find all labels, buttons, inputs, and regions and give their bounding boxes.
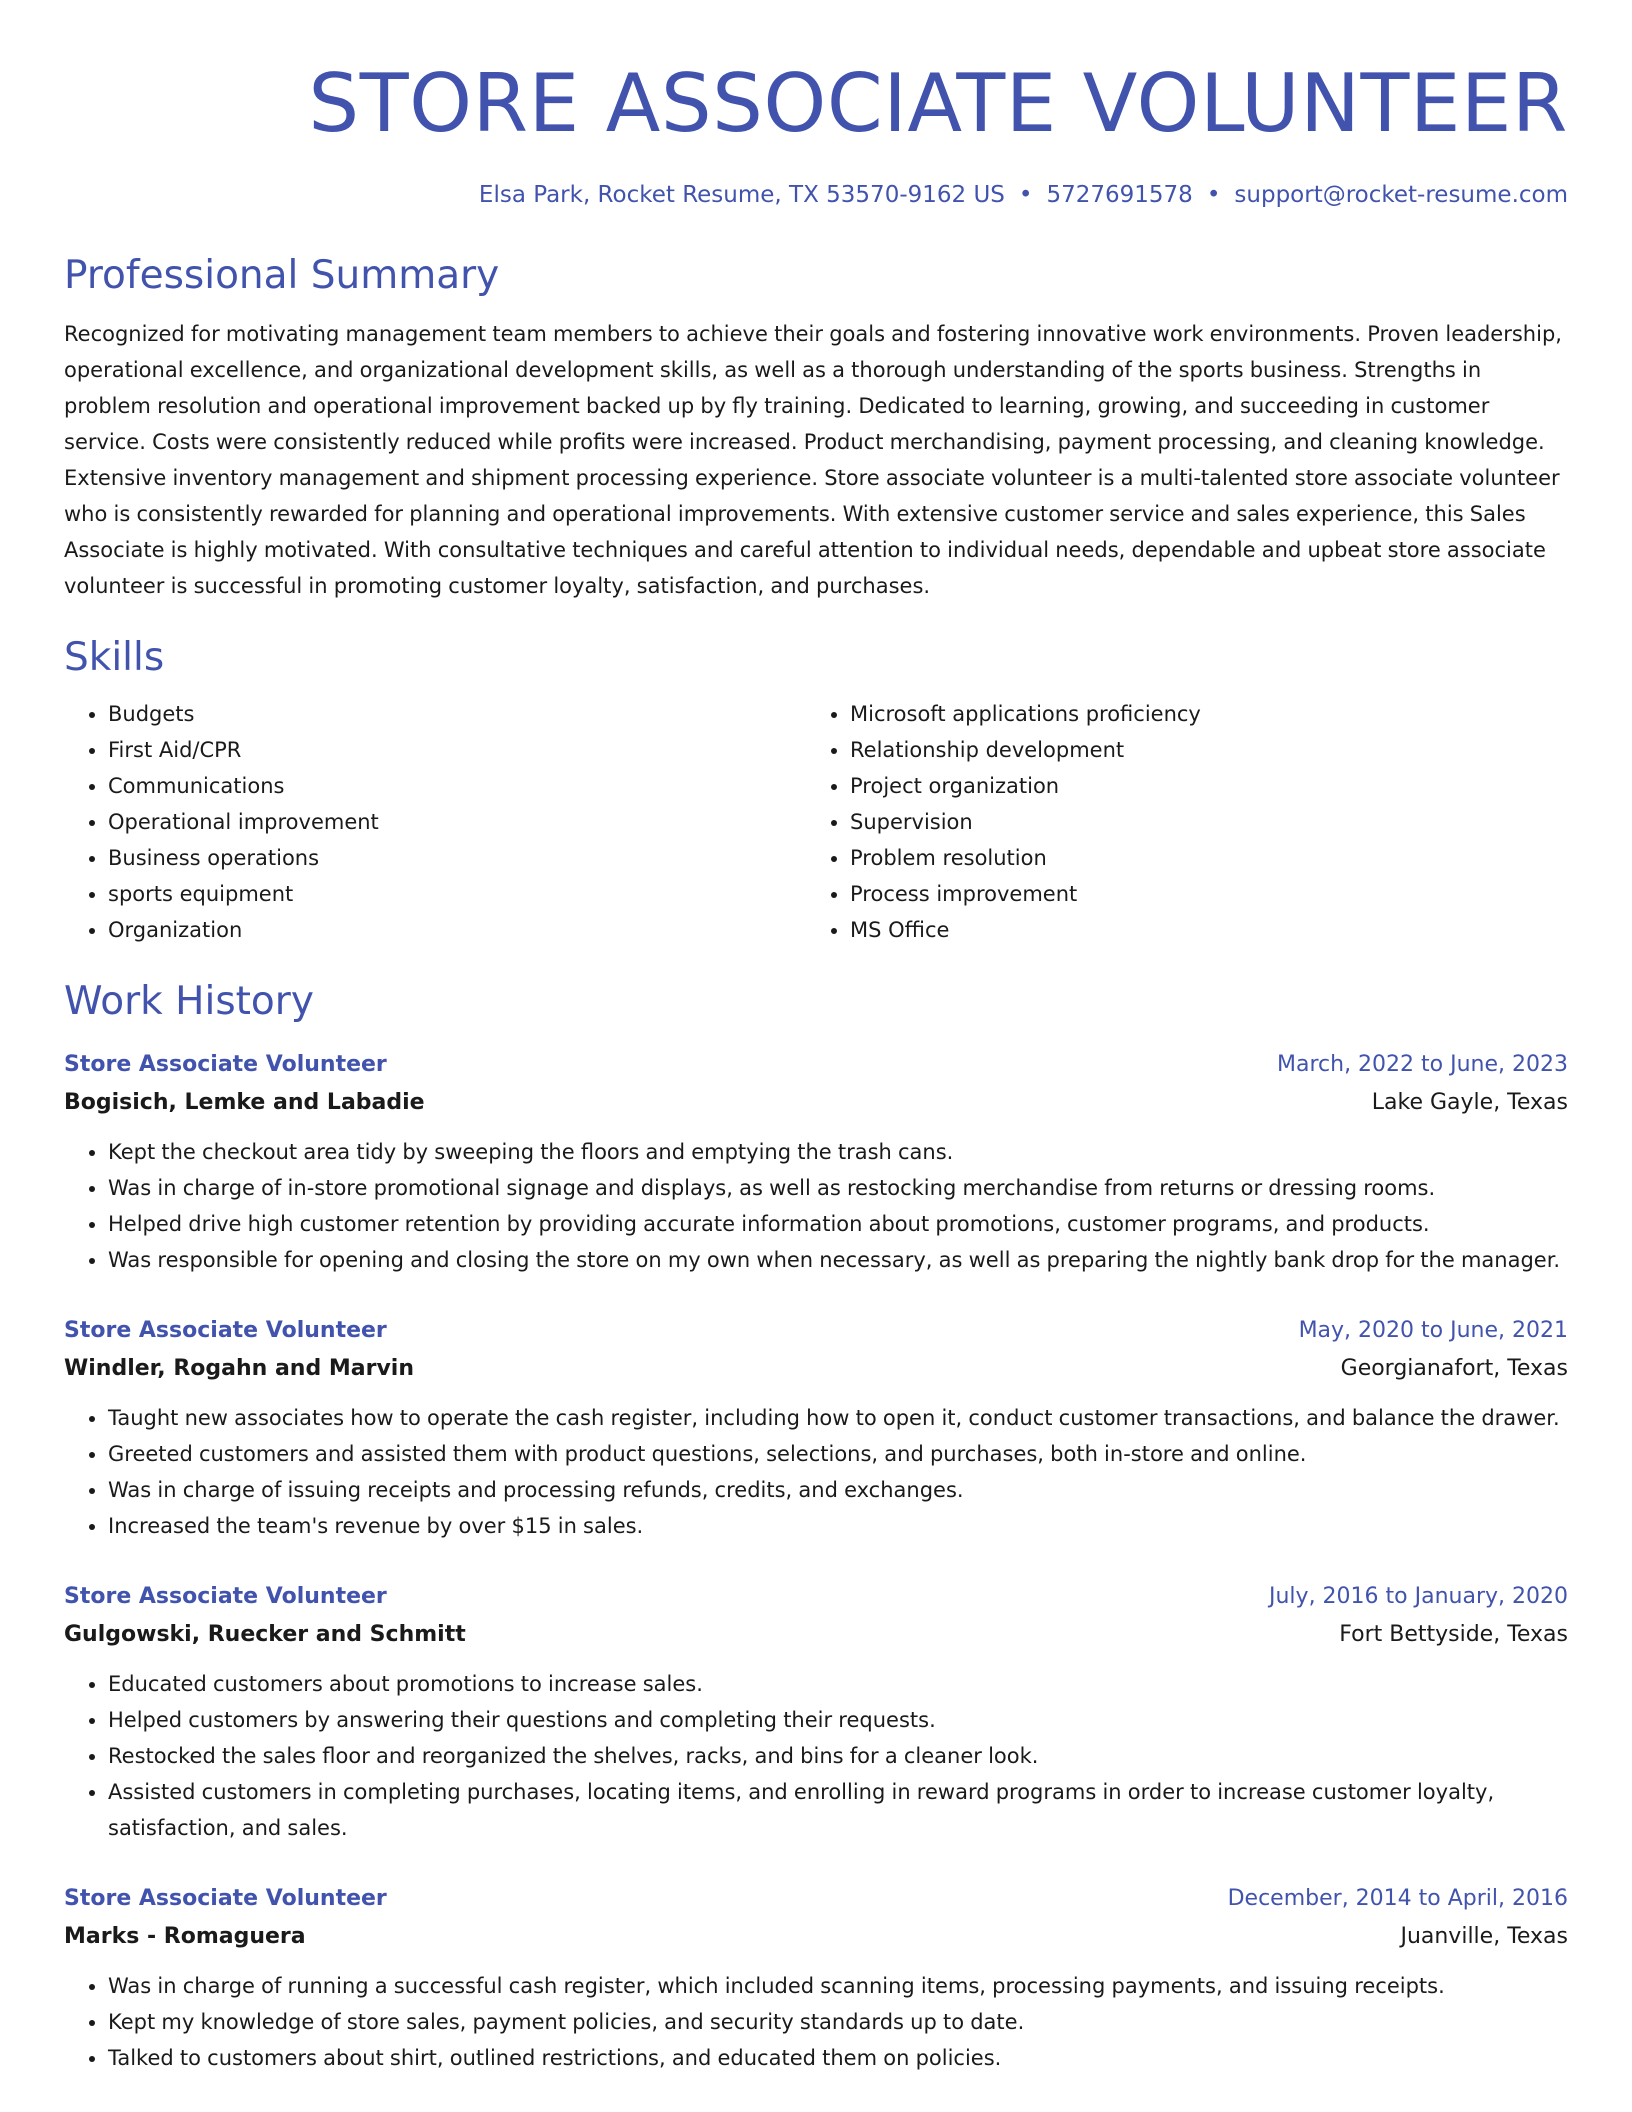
skill-item: • Supervision — [850, 804, 1548, 840]
job-company: Bogisich, Lemke and Labadie — [64, 1090, 425, 1115]
job-role: Store Associate Volunteer — [64, 1584, 387, 1609]
resume-title: STORE ASSOCIATE VOLUNTEER — [308, 57, 1568, 150]
job-bullet: • Kept my knowledge of store sales, payment policies, and security standards up to date. — [108, 2004, 1568, 2040]
job-bullet: • Talked to customers about shirt, outlined restrictions, and educated them on policies. — [108, 2040, 1568, 2076]
contact-separator: • — [1206, 182, 1221, 208]
job-bullet: • Was in charge of issuing receipts and processing refunds, credits, and exchanges. — [108, 1472, 1568, 1508]
summary-heading: Professional Summary — [64, 253, 500, 298]
job-bullets — [64, 1134, 1568, 1278]
skill-item: • Problem resolution — [850, 840, 1548, 876]
job-location: Lake Gayle, Texas — [1371, 1090, 1568, 1115]
skill-item: • Budgets — [108, 696, 806, 732]
summary-text: Recognized for motivating management team members to achieve their goals and fostering innovative work environments. Proven leadership, operational excellence, and organizational development skills, as well as a thorough understanding of the sports business. Strengths in problem resolution and operational improvement backed up by fly training. Dedicated to learning, growing, and succeeding in customer service. Costs were consistently reduced while profits were increased. Product merchandising, payment processing, and cleaning knowledge. Extensive inventory management and shipment processing experience. Store associate volunteer is a multi-talented store associate volunteer who is consistently rewarded for planning and operational improvements. With extensive customer service and sales experience, this Sales Associate is highly motivated. With consultative techniques and careful attention to individual needs, dependable and upbeat store associate volunteer is successful in promoting customer loyalty, satisfaction, and purchases. — [64, 322, 1562, 598]
resume-page — [64, 0, 1568, 2076]
job-location: Juanville, Texas — [1400, 1924, 1568, 1949]
job-company: Marks - Romaguera — [64, 1924, 306, 1949]
work-history-heading: Work History — [64, 979, 314, 1024]
job-location: Georgianafort, Texas — [1340, 1356, 1568, 1381]
job-dates: March, 2022 to June, 2023 — [1277, 1052, 1568, 1077]
contact-separator: • — [1018, 182, 1033, 208]
job-bullets — [64, 1968, 1568, 2076]
job-entry — [64, 1578, 1568, 1846]
job-bullet: • Was in charge of in-store promotional signage and displays, as well as restocking merchandise from returns or dressing rooms. — [108, 1170, 1568, 1206]
job-entry — [64, 1880, 1568, 2076]
skills-column-right — [806, 696, 1548, 948]
job-bullet: • Kept the checkout area tidy by sweeping the floors and emptying the trash cans. — [108, 1134, 1568, 1170]
job-dates: May, 2020 to June, 2021 — [1298, 1318, 1568, 1343]
job-bullet: • Greeted customers and assisted them with product questions, selections, and purchases, both in-store and online. — [108, 1436, 1568, 1472]
job-bullet: • Helped customers by answering their questions and completing their requests. — [108, 1702, 1568, 1738]
contact-line — [64, 180, 1568, 210]
job-bullet: • Restocked the sales floor and reorganized the shelves, racks, and bins for a cleaner look. — [108, 1738, 1568, 1774]
skill-item: • MS Office — [850, 912, 1548, 948]
job-role: Store Associate Volunteer — [64, 1318, 387, 1343]
job-entry — [64, 1046, 1568, 1278]
job-bullet: • Taught new associates how to operate the cash register, including how to open it, conduct customer transactions, and balance the drawer. — [108, 1400, 1568, 1436]
job-dates: December, 2014 to April, 2016 — [1227, 1886, 1568, 1911]
skill-item: • sports equipment — [108, 876, 806, 912]
job-bullet: • Helped drive high customer retention by providing accurate information about promotions, customer programs, and products. — [108, 1206, 1568, 1242]
job-location: Fort Bettyside, Texas — [1339, 1622, 1568, 1647]
skills-list — [64, 696, 1568, 948]
job-bullet: • Assisted customers in completing purchases, locating items, and enrolling in reward programs in order to increase customer loyalty, satisfaction, and sales. — [108, 1774, 1568, 1846]
job-role: Store Associate Volunteer — [64, 1886, 387, 1911]
skill-item: • Organization — [108, 912, 806, 948]
job-role: Store Associate Volunteer — [64, 1052, 387, 1077]
skill-item: • Microsoft applications proficiency — [850, 696, 1548, 732]
job-company: Windler, Rogahn and Marvin — [64, 1356, 414, 1381]
skill-item: • Communications — [108, 768, 806, 804]
job-dates: July, 2016 to January, 2020 — [1269, 1584, 1568, 1609]
skill-item: • Operational improvement — [108, 804, 806, 840]
contact-email: support@rocket-resume.com — [1234, 182, 1568, 208]
job-bullet: • Was responsible for opening and closing the store on my own when necessary, as well as preparing the nightly bank drop for the manager. — [108, 1242, 1568, 1278]
job-bullet: • Was in charge of running a successful cash register, which included scanning items, processing payments, and issuing receipts. — [108, 1968, 1568, 2004]
job-bullets — [64, 1400, 1568, 1544]
job-bullets — [64, 1666, 1568, 1846]
contact-phone: 5727691578 — [1046, 182, 1193, 208]
skill-item: • Relationship development — [850, 732, 1548, 768]
skill-item: • Business operations — [108, 840, 806, 876]
skill-item: • Project organization — [850, 768, 1548, 804]
contact-address: Elsa Park, Rocket Resume, TX 53570-9162 US — [478, 182, 1005, 208]
job-entry — [64, 1312, 1568, 1544]
skill-item: • First Aid/CPR — [108, 732, 806, 768]
skills-column-left — [64, 696, 806, 948]
job-bullet: • Educated customers about promotions to increase sales. — [108, 1666, 1568, 1702]
job-company: Gulgowski, Ruecker and Schmitt — [64, 1622, 466, 1647]
skills-heading: Skills — [64, 635, 165, 680]
job-bullet: • Increased the team's revenue by over $15 in sales. — [108, 1508, 1568, 1544]
skill-item: • Process improvement — [850, 876, 1548, 912]
